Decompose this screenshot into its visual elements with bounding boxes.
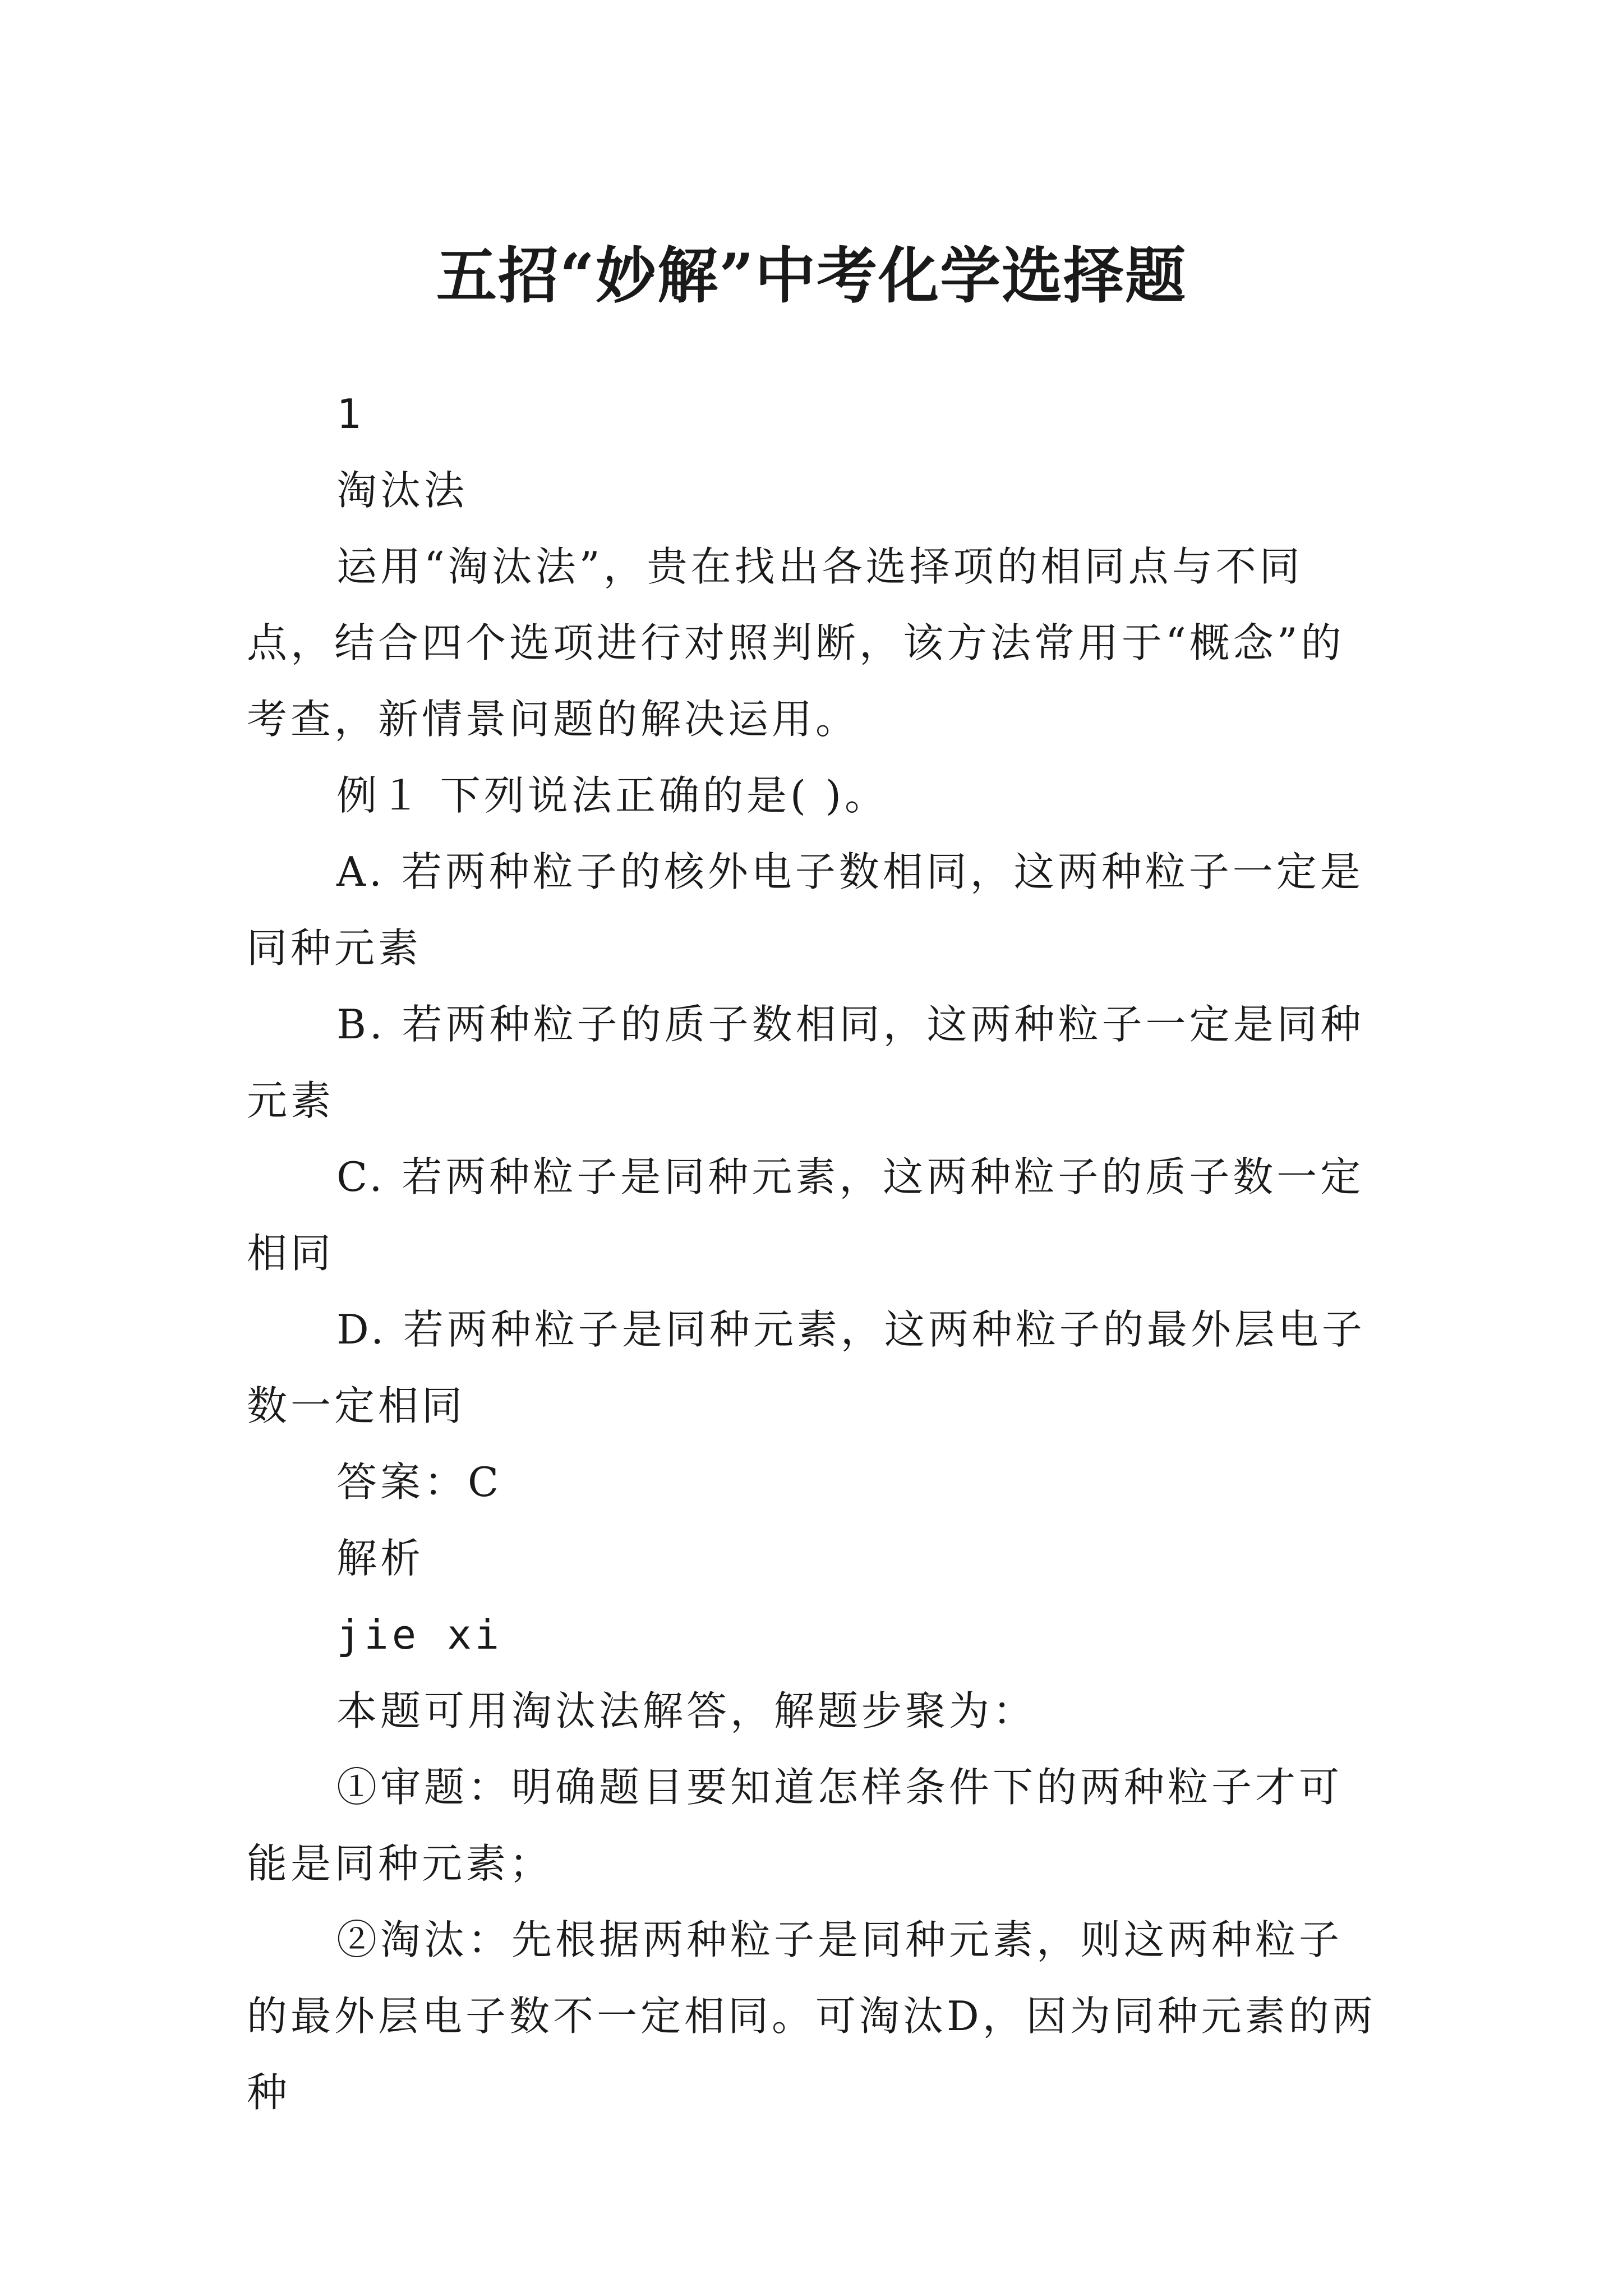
option-d: D. 若两种粒子是同种元素，这两种粒子的最外层电子数一定相同	[247, 1306, 1366, 1429]
analysis-heading: 解析	[336, 1535, 425, 1582]
section-heading: 淘汰法	[336, 467, 468, 514]
section-number: 1	[336, 390, 365, 438]
option-c: C. 若两种粒子是同种元素，这两种粒子的质子数一定相同	[247, 1153, 1364, 1277]
analysis-pinyin: jie xi	[336, 1611, 503, 1658]
analysis-step-2: ②淘汰：先根据两种粒子是同种元素，则这两种粒子的最外层电子数不一定相同。可淘汰D，因为同种元素的两种	[247, 1916, 1376, 2116]
page-title: 五招“妙解”中考化学选择题	[436, 241, 1187, 312]
example-question: 例１ 下列说法正确的是( )。	[336, 772, 888, 819]
option-b: B. 若两种粒子的质子数相同，这两种粒子一定是同种元素	[247, 1001, 1364, 1124]
method-description: 运用“淘汰法”，贵在找出各选择项的相同点与不同点，结合四个选项进行对照判断，该方法常用于“概念”的考查，新情景问题的解决运用。	[247, 543, 1345, 743]
analysis-intro: 本题可用淘汰法解答，解题步聚为：	[336, 1687, 1037, 1734]
document-body	[247, 376, 1380, 2131]
answer: 答案：C	[336, 1458, 502, 1506]
analysis-step-1: ①审题：明确题目要知道怎样条件下的两种粒子才可能是同种元素；	[247, 1764, 1343, 1887]
option-a: A. 若两种粒子的核外电子数相同，这两种粒子一定是同种元素	[247, 848, 1364, 972]
